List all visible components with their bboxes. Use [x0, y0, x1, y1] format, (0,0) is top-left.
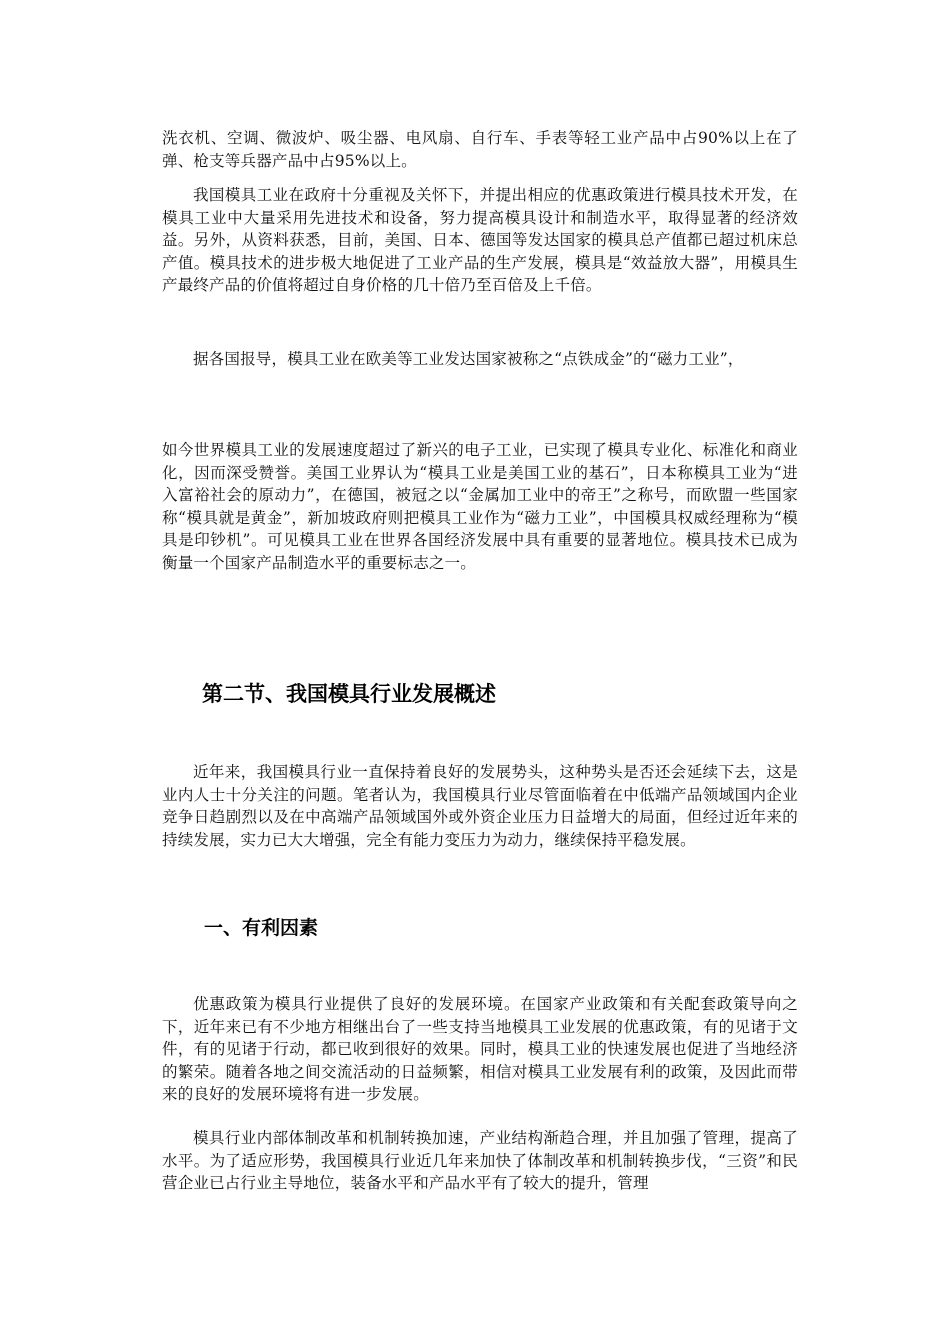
paragraph-5: 近年来，我国模具行业一直保持着良好的发展势头，这种势头是否还会延续下去，这是业内人士十分关注的问题。笔者认为，我国模具行业尽管面临着在中低端产品领域国内企业竞争日趋剧烈以及在中高端产品领域国外或外资企业压力日益增大的局面，但经过近年来的持续发展，实力已大大增强，完全有能力变压力为动力，继续保持平稳发展。: [162, 763, 798, 849]
paragraph-1: 洗衣机、空调、微波炉、吸尘器、电风扇、自行车、手表等轻工业产品中占90%以上在了弹、枪支等兵器产品中占95%以上。: [162, 129, 798, 170]
paragraph-7: 模具行业内部体制改革和机制转换加速，产业结构渐趋合理，并且加强了管理，提高了水平。为了适应形势，我国模具行业近几年来加快了体制改革和机制转换步伐，“三资”和民营企业已占行业主导地位，装备水平和产品水平有了较大的提升，管理: [162, 1129, 798, 1193]
subsection-heading: 一、有利因素: [204, 917, 319, 939]
section-heading: 第二节、我国模具行业发展概述: [202, 682, 496, 706]
paragraph-2: 我国模具工业在政府十分重视及关怀下，并提出相应的优惠政策进行模具技术开发，在模具工业中大量采用先进技术和设备，努力提高模具设计和制造水平，取得显著的经济效益。另外，从资料获悉，目前，美国、日本、德国等发达国家的模具总产值都已超过机床总产值。模具技术的进步极大地促进了工业产品的生产发展，模具是“效益放大器”，用模具生产最终产品的价值将超过自身价格的几十倍乃至百倍及上千倍。: [162, 186, 798, 295]
paragraph-3: 据各国报导，模具工业在欧美等工业发达国家被称之“点铁成金”的“磁力工业”，: [193, 350, 744, 368]
paragraph-6: 优惠政策为模具行业提供了良好的发展环境。在国家产业政策和有关配套政策导向之下，近年来已有不少地方相继出台了一些支持当地模具工业发展的优惠政策，有的见诸于文件，有的见诸于行动，都已收到很好的效果。同时，模具工业的快速发展也促进了当地经济的繁荣。随着各地之间交流活动的日益频繁，相信对模具工业发展有利的政策，及因此而带来的良好的发展环境将有进一步发展。: [162, 995, 798, 1104]
paragraph-4: 如今世界模具工业的发展速度超过了新兴的电子工业，已实现了模具专业化、标准化和商业化，因而深受赞誉。美国工业界认为“模具工业是美国工业的基石”，日本称模具工业为“进入富裕社会的原动力”，在德国，被冠之以“金属加工业中的帝王”之称号，而欧盟一些国家称“模具就是黄金”，新加坡政府则把模具工业作为“磁力工业”，中国模具权威经理称为“模具是印钞机”。可见模具工业在世界各国经济发展中具有重要的显著地位。模具技术已成为衡量一个国家产品制造水平的重要标志之一。: [162, 441, 798, 572]
